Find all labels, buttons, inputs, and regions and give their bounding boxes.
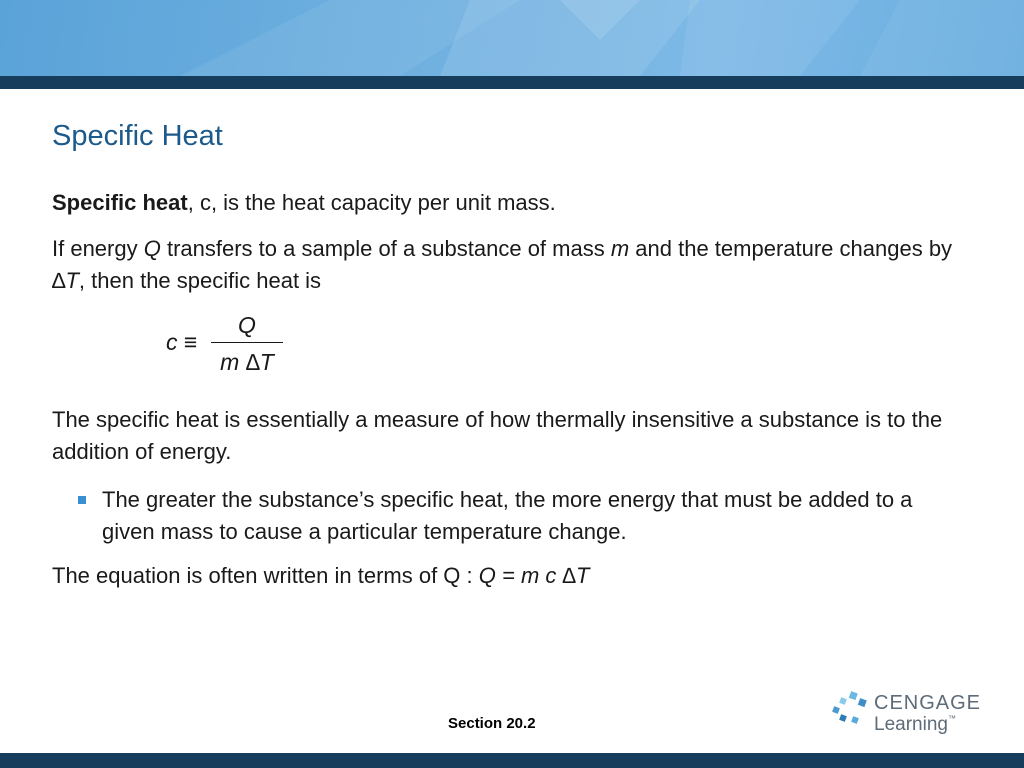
delta-symbol: ∆ bbox=[52, 268, 66, 293]
energy-paragraph bbox=[52, 233, 982, 297]
equation-formula: Q = m c ∆T bbox=[478, 563, 590, 588]
energy-text-3: and the temperature changes by bbox=[629, 236, 953, 261]
equation-numerator: Q bbox=[238, 312, 256, 338]
energy-text-2: transfers to a sample of a substance of mass bbox=[160, 236, 611, 261]
definition-text: , c, is the heat capacity per unit mass. bbox=[187, 190, 556, 215]
logo-learning-text: Learning bbox=[874, 714, 948, 735]
equation-lhs bbox=[166, 329, 197, 356]
equation-intro: The equation is often written in terms of Q : bbox=[52, 563, 479, 588]
energy-text-1: If energy bbox=[52, 236, 144, 261]
equation-c: c bbox=[166, 329, 178, 355]
var-t: T bbox=[65, 268, 79, 293]
equation-equiv: ≡ bbox=[177, 329, 198, 355]
slide-title: Specific Heat bbox=[52, 120, 223, 152]
equation-fraction bbox=[211, 308, 283, 381]
logo-trademark: ™ bbox=[947, 714, 956, 723]
bullet-square-icon bbox=[78, 496, 86, 504]
header-rule bbox=[0, 76, 1024, 89]
specific-heat-term: Specific heat bbox=[52, 190, 188, 215]
logo-word-learning bbox=[874, 714, 956, 736]
header-banner bbox=[0, 0, 1024, 76]
equation-denominator: m ∆T bbox=[220, 349, 274, 375]
equation-paragraph bbox=[52, 560, 982, 592]
bullet-item bbox=[78, 484, 958, 548]
measure-paragraph: The specific heat is essentially a measure of how thermally insensitive a substance is to the addition of energy. bbox=[52, 407, 943, 464]
logo-word-cengage: CENGAGE bbox=[874, 692, 982, 714]
cengage-logo-icon bbox=[830, 690, 870, 730]
cengage-logo bbox=[830, 690, 990, 740]
var-q: Q bbox=[143, 236, 161, 261]
definition-paragraph bbox=[52, 187, 982, 219]
banner-decoration bbox=[0, 0, 1024, 76]
footer-rule bbox=[0, 753, 1024, 768]
var-m: m bbox=[610, 236, 630, 261]
bullet-text: The greater the substance’s specific heat, the more energy that must be added to a given mass to cause a particular temperature change. bbox=[102, 487, 913, 544]
section-label: Section 20.2 bbox=[448, 715, 536, 732]
energy-text-4: , then the specific heat is bbox=[78, 268, 322, 293]
